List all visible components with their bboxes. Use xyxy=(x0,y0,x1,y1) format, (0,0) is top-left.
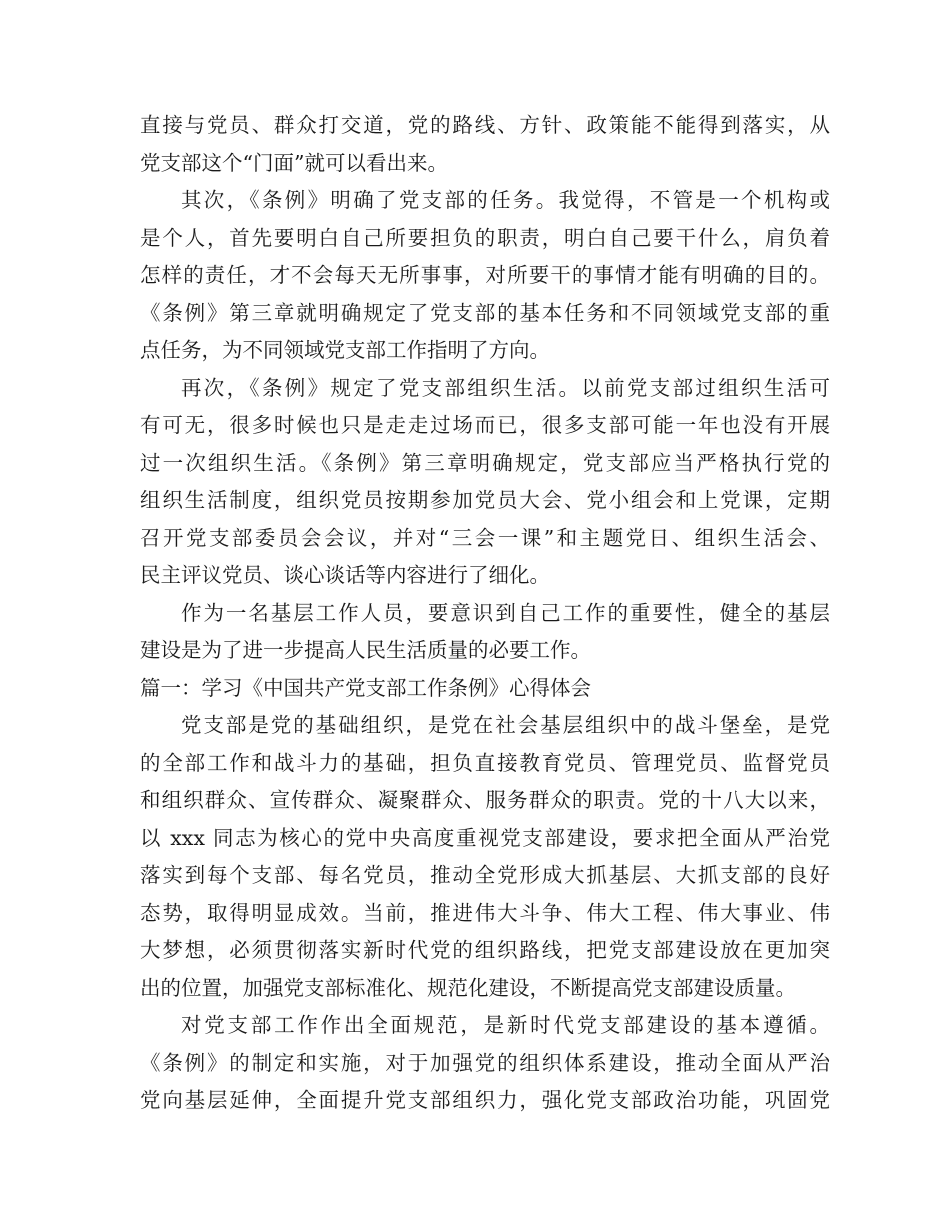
text-line: 有可无，很多时候也只是走走过场而已，很多支部可能一年也没有开展 xyxy=(140,413,830,437)
text-line: 篇一：学习《中国共产党支部工作条例》心得体会 xyxy=(140,675,591,700)
text-line: 态势，取得明显成效。当前，推进伟大斗争、伟大工程、伟大事业、伟 xyxy=(140,900,830,925)
text-line: 《条例》第三章就明确规定了党支部的基本任务和不同领域党支部的重 xyxy=(140,300,830,325)
text-line: 组织生活制度，组织党员按期参加党员大会、党小组会和上党课，定期 xyxy=(140,488,830,512)
text-line: 点任务，为不同领域党支部工作指明了方向。 xyxy=(140,338,550,362)
text-line: 大梦想，必须贯彻落实新时代党的组织路线，把党支部建设放在更加突 xyxy=(140,938,830,962)
text-line: 再次，《条例》规定了党支部组织生活。以前党支部过组织生活可 xyxy=(181,375,830,400)
text-line: 的全部工作和战斗力的基础，担负直接教育党员、管理党员、监督党员 xyxy=(140,750,830,775)
body-paragraph xyxy=(140,370,830,595)
text-line: 《条例》的制定和实施，对于加强党的组织体系建设，推动全面从严治 xyxy=(140,1050,830,1075)
text-line: 落实到每个支部、每名党员，推动全党形成大抓基层、大抓支部的良好 xyxy=(140,863,830,887)
text-line: 民主评议党员、谈心谈话等内容进行了细化。 xyxy=(140,563,550,587)
body-paragraph xyxy=(140,595,830,670)
text-line: 召开党支部委员会会议，并对“三会一课”和主题党日、组织生活会、 xyxy=(140,525,830,550)
text-line: 建设是为了进一步提高人民生活质量的必要工作。 xyxy=(140,638,591,662)
body-paragraph xyxy=(140,1007,830,1120)
text-line: 党支部这个“门面”就可以看出来。 xyxy=(140,150,448,175)
body-paragraph xyxy=(140,182,830,370)
text-line: 直接与党员、群众打交道，党的路线、方针、政策能不能得到落实，从 xyxy=(140,113,830,137)
text-line: 其次，《条例》明确了党支部的任务。我觉得，不管是一个机构或 xyxy=(181,188,830,212)
text-line: 对党支部工作作出全面规范，是新时代党支部建设的基本遵循。 xyxy=(181,1013,830,1037)
text-line: 和组织群众、宣传群众、凝聚群众、服务群众的职责。党的十八大以来， xyxy=(140,788,830,812)
text-line: 党向基层延伸，全面提升党支部组织力，强化党支部政治功能，巩固党 xyxy=(140,1088,830,1112)
text-line: 出的位置，加强党支部标准化、规范化建设，不断提高党支部建设质量。 xyxy=(140,975,796,1000)
text-line: 过一次组织生活。《条例》第三章明确规定，党支部应当严格执行党的 xyxy=(140,450,830,475)
text-line: 党支部是党的基础组织，是党在社会基层组织中的战斗堡垒，是党 xyxy=(181,713,830,737)
text-line: 怎样的责任，才不会每天无所事事，对所要干的事情才能有明确的目的。 xyxy=(140,263,830,287)
body-paragraph xyxy=(140,707,830,1007)
text-line: 作为一名基层工作人员，要意识到自己工作的重要性，健全的基层 xyxy=(181,600,830,625)
body-paragraph xyxy=(140,107,830,182)
document-body xyxy=(140,107,830,1120)
text-line: 以 xxx 同志为核心的党中央高度重视党支部建设，要求把全面从严治党 xyxy=(140,825,830,850)
text-line: 是个人，首先要明白自己所要担负的职责，明白自己要干什么，肩负着 xyxy=(140,225,830,250)
section-heading xyxy=(140,670,830,708)
